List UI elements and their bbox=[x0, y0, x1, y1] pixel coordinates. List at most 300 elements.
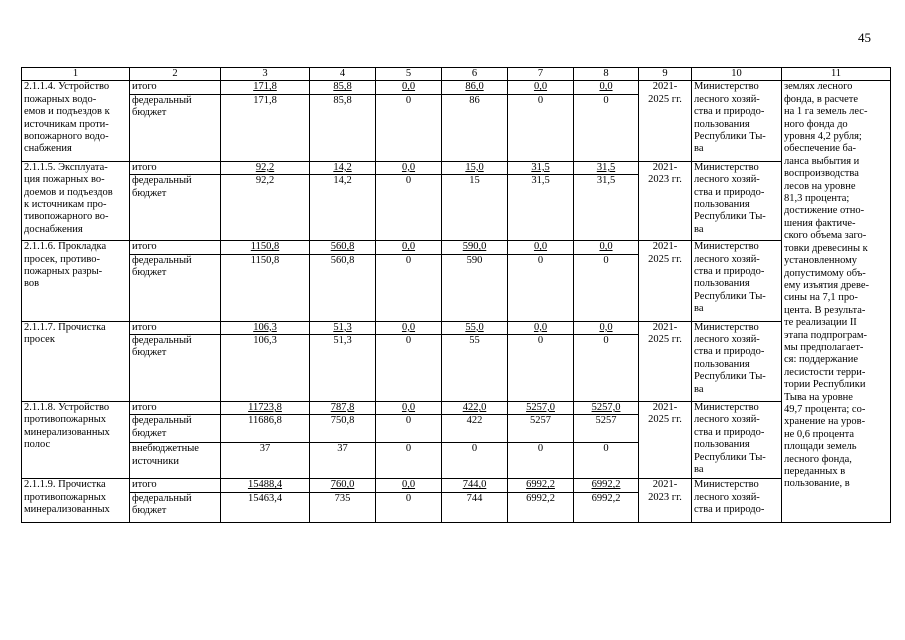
text-line: Министерство bbox=[694, 161, 759, 173]
amount-cell bbox=[442, 94, 508, 161]
amount-value: 760,0 bbox=[330, 479, 355, 491]
amount-value: 6992,2 bbox=[591, 479, 621, 491]
amount-value: 0,0 bbox=[401, 321, 416, 333]
text-line: ства и природо- bbox=[694, 346, 765, 358]
amount-value: 14,2 bbox=[333, 161, 352, 173]
amount-cell bbox=[574, 81, 639, 94]
text-line: 2.1.1.9. Прочистка bbox=[24, 479, 106, 491]
amount-cell bbox=[574, 94, 639, 161]
amount-value: 1150,8 bbox=[250, 241, 280, 253]
table-row bbox=[22, 81, 891, 94]
amount-value: 106,3 bbox=[253, 335, 277, 347]
amount-cell bbox=[376, 161, 442, 174]
text-line: пользования bbox=[694, 199, 750, 211]
text-line: Республики Ты- bbox=[694, 290, 766, 302]
period-cell bbox=[639, 81, 692, 161]
text-line: федеральный bbox=[132, 335, 192, 347]
amount-value: 0,0 bbox=[401, 241, 416, 253]
text-line: Республики Ты- bbox=[694, 371, 766, 383]
text-line: вопожарного водо- bbox=[24, 131, 109, 143]
text-line: Министерство bbox=[694, 81, 759, 93]
text-line: бюджет bbox=[132, 505, 167, 517]
amount-cell bbox=[508, 175, 574, 241]
period-cell bbox=[639, 161, 692, 240]
amount-value: 0,0 bbox=[401, 81, 416, 93]
amount-cell bbox=[310, 81, 376, 94]
text-line: лесов на уровне bbox=[784, 180, 856, 192]
amount-value: 92,2 bbox=[255, 161, 275, 173]
text-line: достижение отно- bbox=[784, 205, 865, 217]
text-line: доснабжения bbox=[24, 223, 83, 235]
text-line: пожарных водо- bbox=[24, 93, 97, 105]
amount-value: 11686,8 bbox=[248, 415, 282, 427]
text-line: 2021- bbox=[652, 81, 678, 93]
text-line: 2025 гг. bbox=[648, 334, 682, 346]
text-line: итого bbox=[132, 81, 157, 93]
amount-cell bbox=[376, 81, 442, 94]
funding-source-cell bbox=[130, 402, 221, 415]
amount-cell bbox=[376, 479, 442, 492]
text-line: хранение на уров- bbox=[784, 416, 866, 428]
header-cell: 6 bbox=[442, 68, 508, 81]
amount-cell bbox=[574, 175, 639, 241]
amount-cell bbox=[442, 241, 508, 254]
activity-name-cell bbox=[22, 81, 130, 161]
amount-cell bbox=[221, 161, 310, 174]
amount-cell bbox=[376, 402, 442, 415]
text-line: установленному bbox=[784, 255, 858, 267]
text-line: лесного хозяй- bbox=[694, 253, 760, 265]
header-cell: 7 bbox=[508, 68, 574, 81]
amount-value: 0,0 bbox=[401, 479, 416, 491]
amount-cell bbox=[574, 402, 639, 415]
activity-name-cell bbox=[22, 161, 130, 240]
amount-value: 0 bbox=[471, 443, 478, 455]
activity-name-cell bbox=[22, 321, 130, 401]
funding-source-cell bbox=[130, 94, 221, 161]
page-number: 45 bbox=[858, 30, 871, 45]
header-row bbox=[22, 68, 891, 81]
amount-cell bbox=[376, 241, 442, 254]
amount-value: 51,3 bbox=[333, 335, 352, 347]
period-cell bbox=[639, 321, 692, 401]
amount-value: 6992,2 bbox=[526, 479, 555, 491]
amount-value: 0,0 bbox=[599, 81, 613, 93]
amount-value: 0 bbox=[603, 254, 609, 266]
amount-value: 1150,8 bbox=[250, 254, 280, 266]
amount-cell bbox=[221, 479, 310, 492]
text-line: 2025 гг. bbox=[648, 93, 682, 105]
text-line: ного фонда до bbox=[784, 118, 848, 130]
text-line: 2021- bbox=[652, 321, 678, 333]
executor-cell bbox=[692, 241, 782, 321]
funding-source-cell bbox=[130, 443, 221, 479]
text-line: пользования bbox=[694, 358, 750, 370]
text-line: 2021- bbox=[652, 161, 678, 173]
amount-cell bbox=[574, 443, 639, 479]
amount-cell bbox=[442, 254, 508, 321]
funding-source-cell bbox=[130, 479, 221, 492]
amount-cell bbox=[508, 254, 574, 321]
amount-value: 5257 bbox=[530, 415, 551, 427]
text-line: ланса выбытия и bbox=[784, 155, 860, 167]
amount-cell bbox=[442, 415, 508, 443]
amount-cell bbox=[508, 241, 574, 254]
amount-cell bbox=[376, 335, 442, 402]
amount-cell bbox=[442, 335, 508, 402]
amount-value: 171,8 bbox=[253, 81, 277, 93]
funding-source-cell bbox=[130, 254, 221, 321]
amount-cell bbox=[221, 335, 310, 402]
table-row bbox=[22, 241, 891, 254]
amount-value: 0 bbox=[537, 443, 544, 455]
text-line: емов и подъездов к bbox=[24, 106, 110, 118]
amount-cell bbox=[221, 254, 310, 321]
activity-name-cell bbox=[22, 479, 130, 522]
amount-cell bbox=[310, 241, 376, 254]
text-line: фонда, в расчете bbox=[784, 93, 859, 105]
amount-value: 6992,2 bbox=[591, 492, 621, 504]
amount-cell bbox=[442, 161, 508, 174]
amount-value: 5257,0 bbox=[526, 402, 555, 414]
amount-cell bbox=[574, 415, 639, 443]
text-line: внебюджетные bbox=[132, 443, 199, 455]
budget-table bbox=[21, 67, 891, 523]
text-line: 2021- bbox=[652, 479, 678, 491]
amount-value: 0 bbox=[405, 492, 412, 504]
period-cell bbox=[639, 402, 692, 479]
table-row bbox=[22, 479, 891, 492]
header-cell: 11 bbox=[782, 68, 891, 81]
amount-value: 0,0 bbox=[533, 81, 548, 93]
header-cell: 10 bbox=[692, 68, 782, 81]
text-line: товки древесины к bbox=[784, 242, 868, 254]
text-line: источникам проти- bbox=[24, 118, 109, 130]
text-line: землях лесного bbox=[784, 81, 853, 93]
amount-cell bbox=[221, 175, 310, 241]
amount-cell bbox=[508, 415, 574, 443]
expected-results-cell bbox=[782, 81, 891, 522]
text-line: бюджет bbox=[132, 427, 167, 439]
text-line: 2.1.1.5. Эксплуата- bbox=[24, 161, 108, 173]
text-line: вов bbox=[24, 278, 40, 290]
amount-cell bbox=[442, 175, 508, 241]
text-line: цента. В результа- bbox=[784, 304, 866, 316]
amount-value: 92,2 bbox=[255, 175, 275, 187]
amount-cell bbox=[221, 402, 310, 415]
text-line: шения фактиче- bbox=[784, 217, 856, 229]
amount-cell bbox=[221, 241, 310, 254]
amount-value: 0,0 bbox=[401, 402, 416, 414]
text-line: итого bbox=[132, 241, 157, 253]
text-line: ства и природо- bbox=[694, 106, 765, 118]
amount-value: 0 bbox=[405, 335, 412, 347]
text-line: федеральный bbox=[132, 94, 192, 106]
amount-cell bbox=[574, 241, 639, 254]
text-line: лесистости терри- bbox=[784, 366, 866, 378]
executor-cell bbox=[692, 479, 782, 522]
text-line: переданных в bbox=[784, 466, 846, 477]
period-cell bbox=[639, 241, 692, 321]
amount-cell bbox=[508, 402, 574, 415]
funding-source-cell bbox=[130, 492, 221, 522]
amount-value: 15,0 bbox=[465, 161, 484, 173]
text-line: тивопожарного во- bbox=[24, 211, 109, 223]
amount-cell bbox=[574, 335, 639, 402]
amount-value: 37 bbox=[259, 443, 271, 455]
funding-source-cell bbox=[130, 415, 221, 443]
amount-cell bbox=[508, 492, 574, 522]
text-line: итого bbox=[132, 321, 157, 333]
amount-value: 0 bbox=[603, 335, 609, 347]
text-line: на 1 га земель лес- bbox=[784, 106, 868, 118]
amount-cell bbox=[574, 479, 639, 492]
amount-value: 86 bbox=[469, 94, 480, 106]
text-line: бюджет bbox=[132, 267, 167, 279]
amount-cell bbox=[508, 479, 574, 492]
text-line: противопожарных bbox=[24, 491, 107, 503]
amount-cell bbox=[376, 94, 442, 161]
text-line: противопожарных bbox=[24, 414, 107, 426]
amount-cell bbox=[310, 443, 376, 479]
text-line: Тыва на уровне bbox=[784, 391, 853, 403]
amount-cell bbox=[221, 321, 310, 334]
amount-value: 422 bbox=[466, 415, 483, 427]
text-line: допустимому объ- bbox=[784, 267, 866, 279]
text-line: 49,7 процента; со- bbox=[784, 403, 866, 415]
text-line: Министерство bbox=[694, 479, 759, 491]
text-line: 2.1.1.6. Прокладка bbox=[24, 241, 107, 253]
text-line: полос bbox=[24, 439, 51, 451]
text-line: сины на 7,1 про- bbox=[784, 292, 858, 304]
text-line: минерализованных bbox=[24, 504, 110, 516]
text-line: пожарных разры- bbox=[24, 266, 103, 278]
amount-cell bbox=[442, 81, 508, 94]
header-cell: 3 bbox=[221, 68, 310, 81]
amount-cell bbox=[310, 402, 376, 415]
text-line: пользования bbox=[694, 439, 750, 451]
text-line: ва bbox=[694, 223, 704, 235]
text-line: лесного хозяй- bbox=[694, 414, 760, 426]
amount-cell bbox=[221, 415, 310, 443]
text-line: ва bbox=[694, 464, 704, 476]
executor-cell bbox=[692, 161, 782, 240]
amount-cell bbox=[310, 321, 376, 334]
amount-cell bbox=[376, 175, 442, 241]
amount-value: 51,3 bbox=[333, 321, 352, 333]
text-line: 2021- bbox=[652, 402, 678, 414]
text-line: снабжения bbox=[24, 143, 72, 155]
activity-name-cell bbox=[22, 241, 130, 321]
amount-cell bbox=[442, 443, 508, 479]
text-line: федеральный bbox=[132, 492, 192, 504]
amount-cell bbox=[442, 479, 508, 492]
amount-value: 0 bbox=[405, 94, 412, 106]
text-line: ему изъятия древе- bbox=[784, 279, 869, 291]
text-line: Министерство bbox=[694, 241, 759, 253]
amount-value: 744,0 bbox=[462, 479, 487, 491]
text-line: 2025 гг. bbox=[648, 253, 682, 265]
amount-value: 0 bbox=[405, 175, 412, 187]
text-line: минерализованных bbox=[24, 426, 110, 438]
amount-value: 0,0 bbox=[599, 241, 613, 253]
amount-cell bbox=[508, 81, 574, 94]
amount-cell bbox=[310, 175, 376, 241]
amount-cell bbox=[310, 479, 376, 492]
text-line: федеральный bbox=[132, 415, 192, 427]
amount-value: 85,8 bbox=[333, 81, 352, 93]
amount-value: 0 bbox=[537, 335, 544, 347]
amount-cell bbox=[508, 94, 574, 161]
text-line: Республики Ты- bbox=[694, 211, 766, 223]
text-line: просек, противо- bbox=[24, 253, 101, 265]
amount-value: 15 bbox=[469, 175, 480, 187]
amount-value: 560,8 bbox=[330, 254, 355, 266]
text-line: лесного хозяй- bbox=[694, 93, 760, 105]
text-line: итого bbox=[132, 161, 157, 173]
amount-value: 735 bbox=[334, 492, 351, 504]
header-cell: 5 bbox=[376, 68, 442, 81]
text-line: Министерство bbox=[694, 321, 759, 333]
text-line: ва bbox=[694, 143, 704, 155]
text-line: ства и природо- bbox=[694, 504, 765, 516]
amount-value: 0 bbox=[537, 254, 544, 266]
text-line: Республики Ты- bbox=[694, 451, 766, 463]
text-line: пользование, в bbox=[784, 478, 850, 490]
amount-value: 0 bbox=[405, 254, 412, 266]
text-line: те реализации II bbox=[784, 317, 857, 329]
text-line: воспроизводства bbox=[784, 168, 859, 180]
period-cell bbox=[639, 479, 692, 522]
amount-cell bbox=[574, 161, 639, 174]
amount-value: 6992,2 bbox=[526, 492, 555, 504]
table-row bbox=[22, 321, 891, 334]
text-line: 2025 гг. bbox=[648, 414, 682, 426]
funding-source-cell bbox=[130, 81, 221, 94]
amount-cell bbox=[376, 492, 442, 522]
amount-value: 31,5 bbox=[596, 175, 616, 187]
amount-value: 55,0 bbox=[465, 321, 484, 333]
amount-value: 15463,4 bbox=[247, 492, 283, 504]
text-line: Республики Ты- bbox=[694, 131, 766, 143]
amount-value: 0 bbox=[405, 443, 412, 455]
amount-value: 0,0 bbox=[533, 241, 548, 253]
text-line: ства и природо- bbox=[694, 426, 765, 438]
text-line: лесного хозяй- bbox=[694, 174, 760, 186]
amount-cell bbox=[574, 321, 639, 334]
amount-value: 11723,8 bbox=[248, 402, 282, 414]
executor-cell bbox=[692, 321, 782, 401]
amount-value: 0 bbox=[603, 443, 609, 455]
amount-value: 0,0 bbox=[401, 161, 416, 173]
funding-source-cell bbox=[130, 161, 221, 174]
amount-cell bbox=[508, 335, 574, 402]
text-line: итого bbox=[132, 479, 157, 491]
text-line: бюджет bbox=[132, 107, 167, 119]
amount-value: 31,5 bbox=[531, 161, 550, 173]
amount-cell bbox=[442, 402, 508, 415]
amount-cell bbox=[310, 335, 376, 402]
header-cell: 1 bbox=[22, 68, 130, 81]
header-cell: 4 bbox=[310, 68, 376, 81]
header-cell: 9 bbox=[639, 68, 692, 81]
executor-cell bbox=[692, 402, 782, 479]
amount-value: 15488,4 bbox=[247, 479, 283, 491]
funding-source-cell bbox=[130, 335, 221, 402]
text-line: ского объема заго- bbox=[784, 230, 867, 242]
amount-value: 14,2 bbox=[333, 175, 352, 187]
amount-cell bbox=[310, 254, 376, 321]
amount-value: 85,8 bbox=[333, 94, 352, 106]
amount-cell bbox=[310, 492, 376, 522]
text-line: лесного хозяй- bbox=[694, 491, 760, 503]
text-line: федеральный bbox=[132, 254, 192, 266]
amount-value: 0 bbox=[405, 415, 412, 427]
text-line: федеральный bbox=[132, 175, 192, 187]
text-line: 2023 гг. bbox=[648, 491, 682, 503]
text-line: доемов и подъездов bbox=[24, 186, 113, 198]
text-line: источники bbox=[132, 455, 179, 467]
amount-value: 0,0 bbox=[533, 321, 548, 333]
text-line: не 0,6 процента bbox=[784, 428, 855, 440]
amount-cell bbox=[574, 254, 639, 321]
amount-cell bbox=[508, 161, 574, 174]
amount-value: 55 bbox=[469, 335, 480, 347]
table-row bbox=[22, 402, 891, 415]
activity-name-cell bbox=[22, 402, 130, 479]
amount-value: 106,3 bbox=[253, 321, 277, 333]
text-line: тории Республики bbox=[784, 379, 866, 391]
text-line: пользования bbox=[694, 278, 750, 290]
text-line: ства и природо- bbox=[694, 186, 765, 198]
amount-value: 0 bbox=[537, 94, 544, 106]
text-line: мы предполагает- bbox=[784, 341, 864, 353]
amount-value: 37 bbox=[337, 443, 348, 455]
text-line: просек bbox=[24, 334, 55, 346]
text-line: бюджет bbox=[132, 347, 167, 359]
text-line: 2.1.1.4. Устройство bbox=[24, 81, 110, 93]
amount-value: 422,0 bbox=[462, 402, 487, 414]
header-cell: 2 bbox=[130, 68, 221, 81]
text-line: итого bbox=[132, 402, 157, 414]
funding-source-cell bbox=[130, 321, 221, 334]
amount-value: 31,5 bbox=[596, 161, 616, 173]
amount-cell bbox=[221, 81, 310, 94]
amount-cell bbox=[376, 443, 442, 479]
text-line: 2.1.1.8. Устройство bbox=[24, 402, 110, 414]
amount-cell bbox=[221, 443, 310, 479]
executor-cell bbox=[692, 81, 782, 161]
text-line: ция пожарных во- bbox=[24, 174, 105, 186]
header-cell: 8 bbox=[574, 68, 639, 81]
amount-value: 5257 bbox=[595, 415, 617, 427]
text-line: ся: поддержание bbox=[784, 354, 859, 366]
text-line: 2023 гг. bbox=[648, 174, 682, 186]
amount-value: 744 bbox=[466, 492, 483, 504]
amount-value: 31,5 bbox=[531, 175, 550, 187]
amount-cell bbox=[376, 415, 442, 443]
amount-cell bbox=[574, 492, 639, 522]
funding-source-cell bbox=[130, 241, 221, 254]
amount-cell bbox=[221, 492, 310, 522]
amount-cell bbox=[376, 321, 442, 334]
text-line: площади земель bbox=[784, 441, 857, 453]
amount-value: 0,0 bbox=[599, 321, 613, 333]
amount-cell bbox=[442, 321, 508, 334]
text-line: Министерство bbox=[694, 402, 759, 414]
text-line: к источникам про- bbox=[24, 199, 107, 211]
amount-cell bbox=[442, 492, 508, 522]
